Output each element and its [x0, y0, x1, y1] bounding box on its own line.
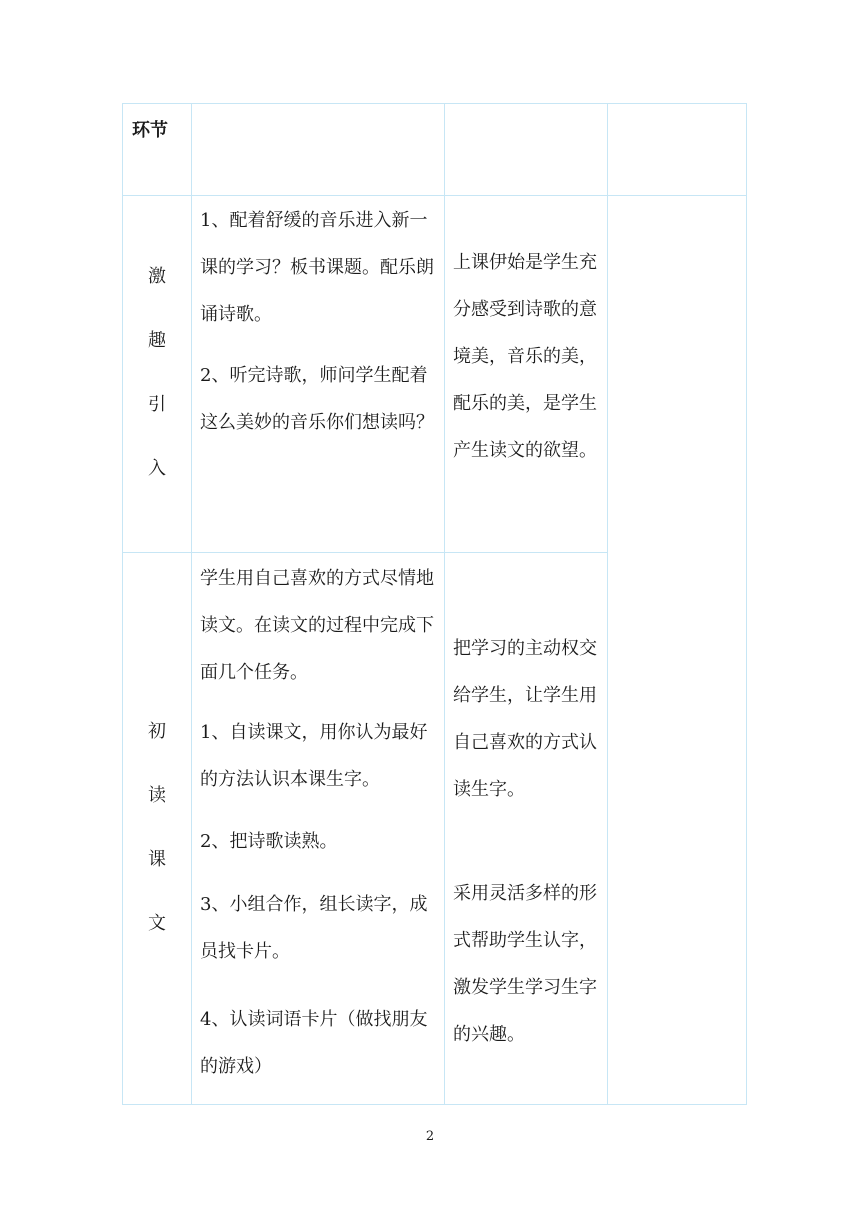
- activity-2-3: 2、把诗歌读熟。: [200, 831, 338, 852]
- stage-label-1: [124, 245, 190, 501]
- stage-char: 课: [148, 849, 166, 870]
- activity-2-2: 1、自读课文，用你认为最好的方法认识本课生字。: [200, 722, 428, 790]
- activity-2-4: 3、小组合作，组长读字，成员找卡片。: [200, 894, 428, 962]
- stage-label-2: [124, 700, 190, 956]
- activity-2-1: 学生用自己喜欢的方式尽情地读文。在读文的过程中完成下面几个任务。: [200, 568, 434, 683]
- intent-2-1: 把学习的主动权交给学生，让学生用自己喜欢的方式认读生字。: [453, 638, 597, 800]
- intent-2-2: 采用灵活多样的形式帮助学生认字，激发学生学习生字的兴趣。: [453, 883, 597, 1045]
- table-col-divider-1: [191, 103, 192, 1105]
- table-border-top: [122, 103, 747, 104]
- activity-1-1: 1、配着舒缓的音乐进入新一课的学习？板书课题。配乐朗诵诗歌。: [200, 210, 434, 325]
- stage-char: 入: [148, 458, 166, 479]
- activity-2-5: 4、认读词语卡片（做找朋友的游戏）: [200, 1009, 428, 1077]
- stage-char: 文: [148, 913, 166, 934]
- header-stage: 环节: [132, 120, 168, 141]
- stage-char: 初: [148, 721, 166, 742]
- stage-char: 趣: [148, 330, 166, 351]
- table-border-bottom: [122, 1104, 747, 1105]
- page-number: 2: [425, 1129, 435, 1144]
- table-col-divider-2: [444, 103, 445, 1105]
- activity-1-2: 2、听完诗歌，师问学生配着这么美妙的音乐你们想读吗？: [200, 365, 434, 433]
- table-col-divider-3: [607, 103, 608, 1105]
- stage-char: 引: [148, 394, 166, 415]
- intent-1-1: 上课伊始是学生充分感受到诗歌的意境美，音乐的美，配乐的美，是学生产生读文的欲望。: [453, 252, 597, 461]
- table-border-left: [122, 103, 123, 1105]
- table-header-divider: [122, 195, 747, 196]
- table-row-divider: [122, 552, 608, 553]
- stage-char: 激: [148, 266, 166, 287]
- stage-char: 读: [148, 785, 166, 806]
- table-border-right: [746, 103, 747, 1105]
